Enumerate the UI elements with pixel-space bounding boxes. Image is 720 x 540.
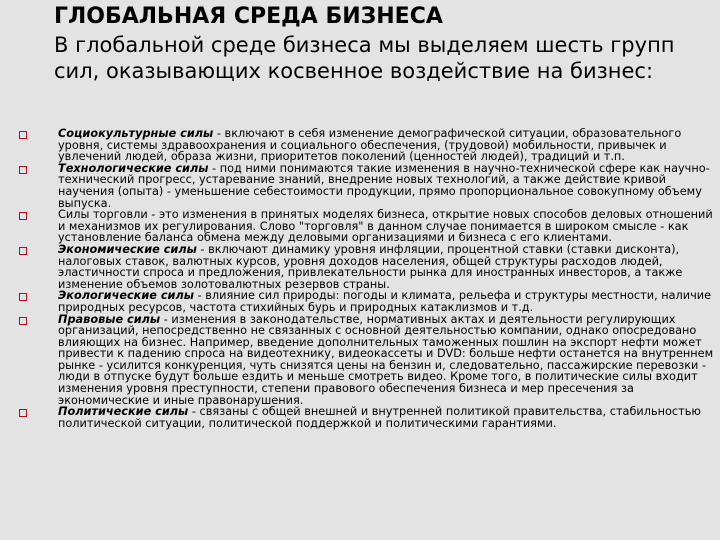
square-bullet-icon [19,317,27,325]
item-text: - под ними понимаются такие изменения в научно-технической сфере как научно-технический прогресс, устаревание знаний, внедрение новых технологий, а также действие кривой научения (опыта) - уменьшение себестоимости продукции, прямо пропорциональное совокупному объему выпуска. [58,161,710,210]
item-text: - влияние сил природы: погоды и климата, рельефа и структуры местности, наличие природных ресурсов, частота стихийных бурь и природных катаклизмов и т.д. [58,289,712,314]
item-term: Технологические силы [58,161,209,175]
list-item-economic [0,244,720,290]
forces-list [0,128,720,429]
list-item-technological [0,163,720,209]
list-item-political [0,406,720,429]
square-bullet-icon [19,131,27,139]
item-text: - включают динамику уровня инфляции, процентной ставки (ставки дисконта), налоговых ставок, валютных курсов, уровня доходов населения, общей структуры расходов людей, эластичности спроса и предложения, привлекательности рынка для иностранных инвесторов, а также изменение объемов золотовалютных резервов страны. [58,242,683,291]
square-bullet-icon [19,409,27,417]
square-bullet-icon [19,212,27,220]
list-item-ecological [0,290,720,313]
square-bullet-icon [19,293,27,301]
item-term: Правовые силы [58,312,161,326]
item-term: Экологические силы [58,289,194,303]
list-item-legal [0,314,720,407]
item-text: - изменения в законодательстве, нормативных актах и деятельности регулирующих организаций, непосредственно не связанных с основной деятельностью компании, однако опосредовано влияющих на бизнес. Например, введение дополнительных таможенных пошлин на экспорт нефти может привести к падению спроса на видеотехнику, видеокассеты и DVD: больше нефти останется на внутреннем рынке - усилится конкуренция, чуть снизятся цены на бензин и, следовательно, пассажирские перевозки - люди в отпуске будут больше ездить и меньше смотреть видео. Кроме того, в политические силы входит изменения уровня преступности, степени правового обеспечения бизнеса и мер пресечения за экономические и иные правонарушения. [58,312,714,407]
item-term: Социокультурные силы [58,127,214,140]
slide-intro: В глобальной среде бизнеса мы выделяем шесть групп сил, оказывающих косвенное воздействие на бизнес: [54,33,675,83]
list-item-sociocultural [0,128,720,163]
item-term: Политические силы [58,405,189,419]
list-item-trade [0,209,720,244]
item-term: Экономические силы [58,242,197,256]
item-text: - связаны с общей внешней и внутренней политикой правительства, стабильностью политической ситуации, политической поддержкой и политическими гарантиями. [58,405,701,430]
item-text: Силы торговли - это изменения в принятых моделях бизнеса, открытие новых способов деловых отношений и механизмов их регулирования. Слово "торговля" в данном случае понимается в широком смысле - как установление баланса обмена между деловыми организациями и бизнеса с его клиентами. [58,208,713,245]
square-bullet-icon [19,247,27,255]
item-text: - включают в себя изменение демографической ситуации, образовательного уровня, системы здравоохранения и социального обеспечения, (трудовой) мобильности, привычек и увлечений людей, образа жизни, приоритетов поколений (ценностей людей), традиций и т.п. [58,127,682,164]
slide-title: ГЛОБАЛЬНАЯ СРЕДА БИЗНЕСА [54,4,443,29]
square-bullet-icon [19,166,27,174]
